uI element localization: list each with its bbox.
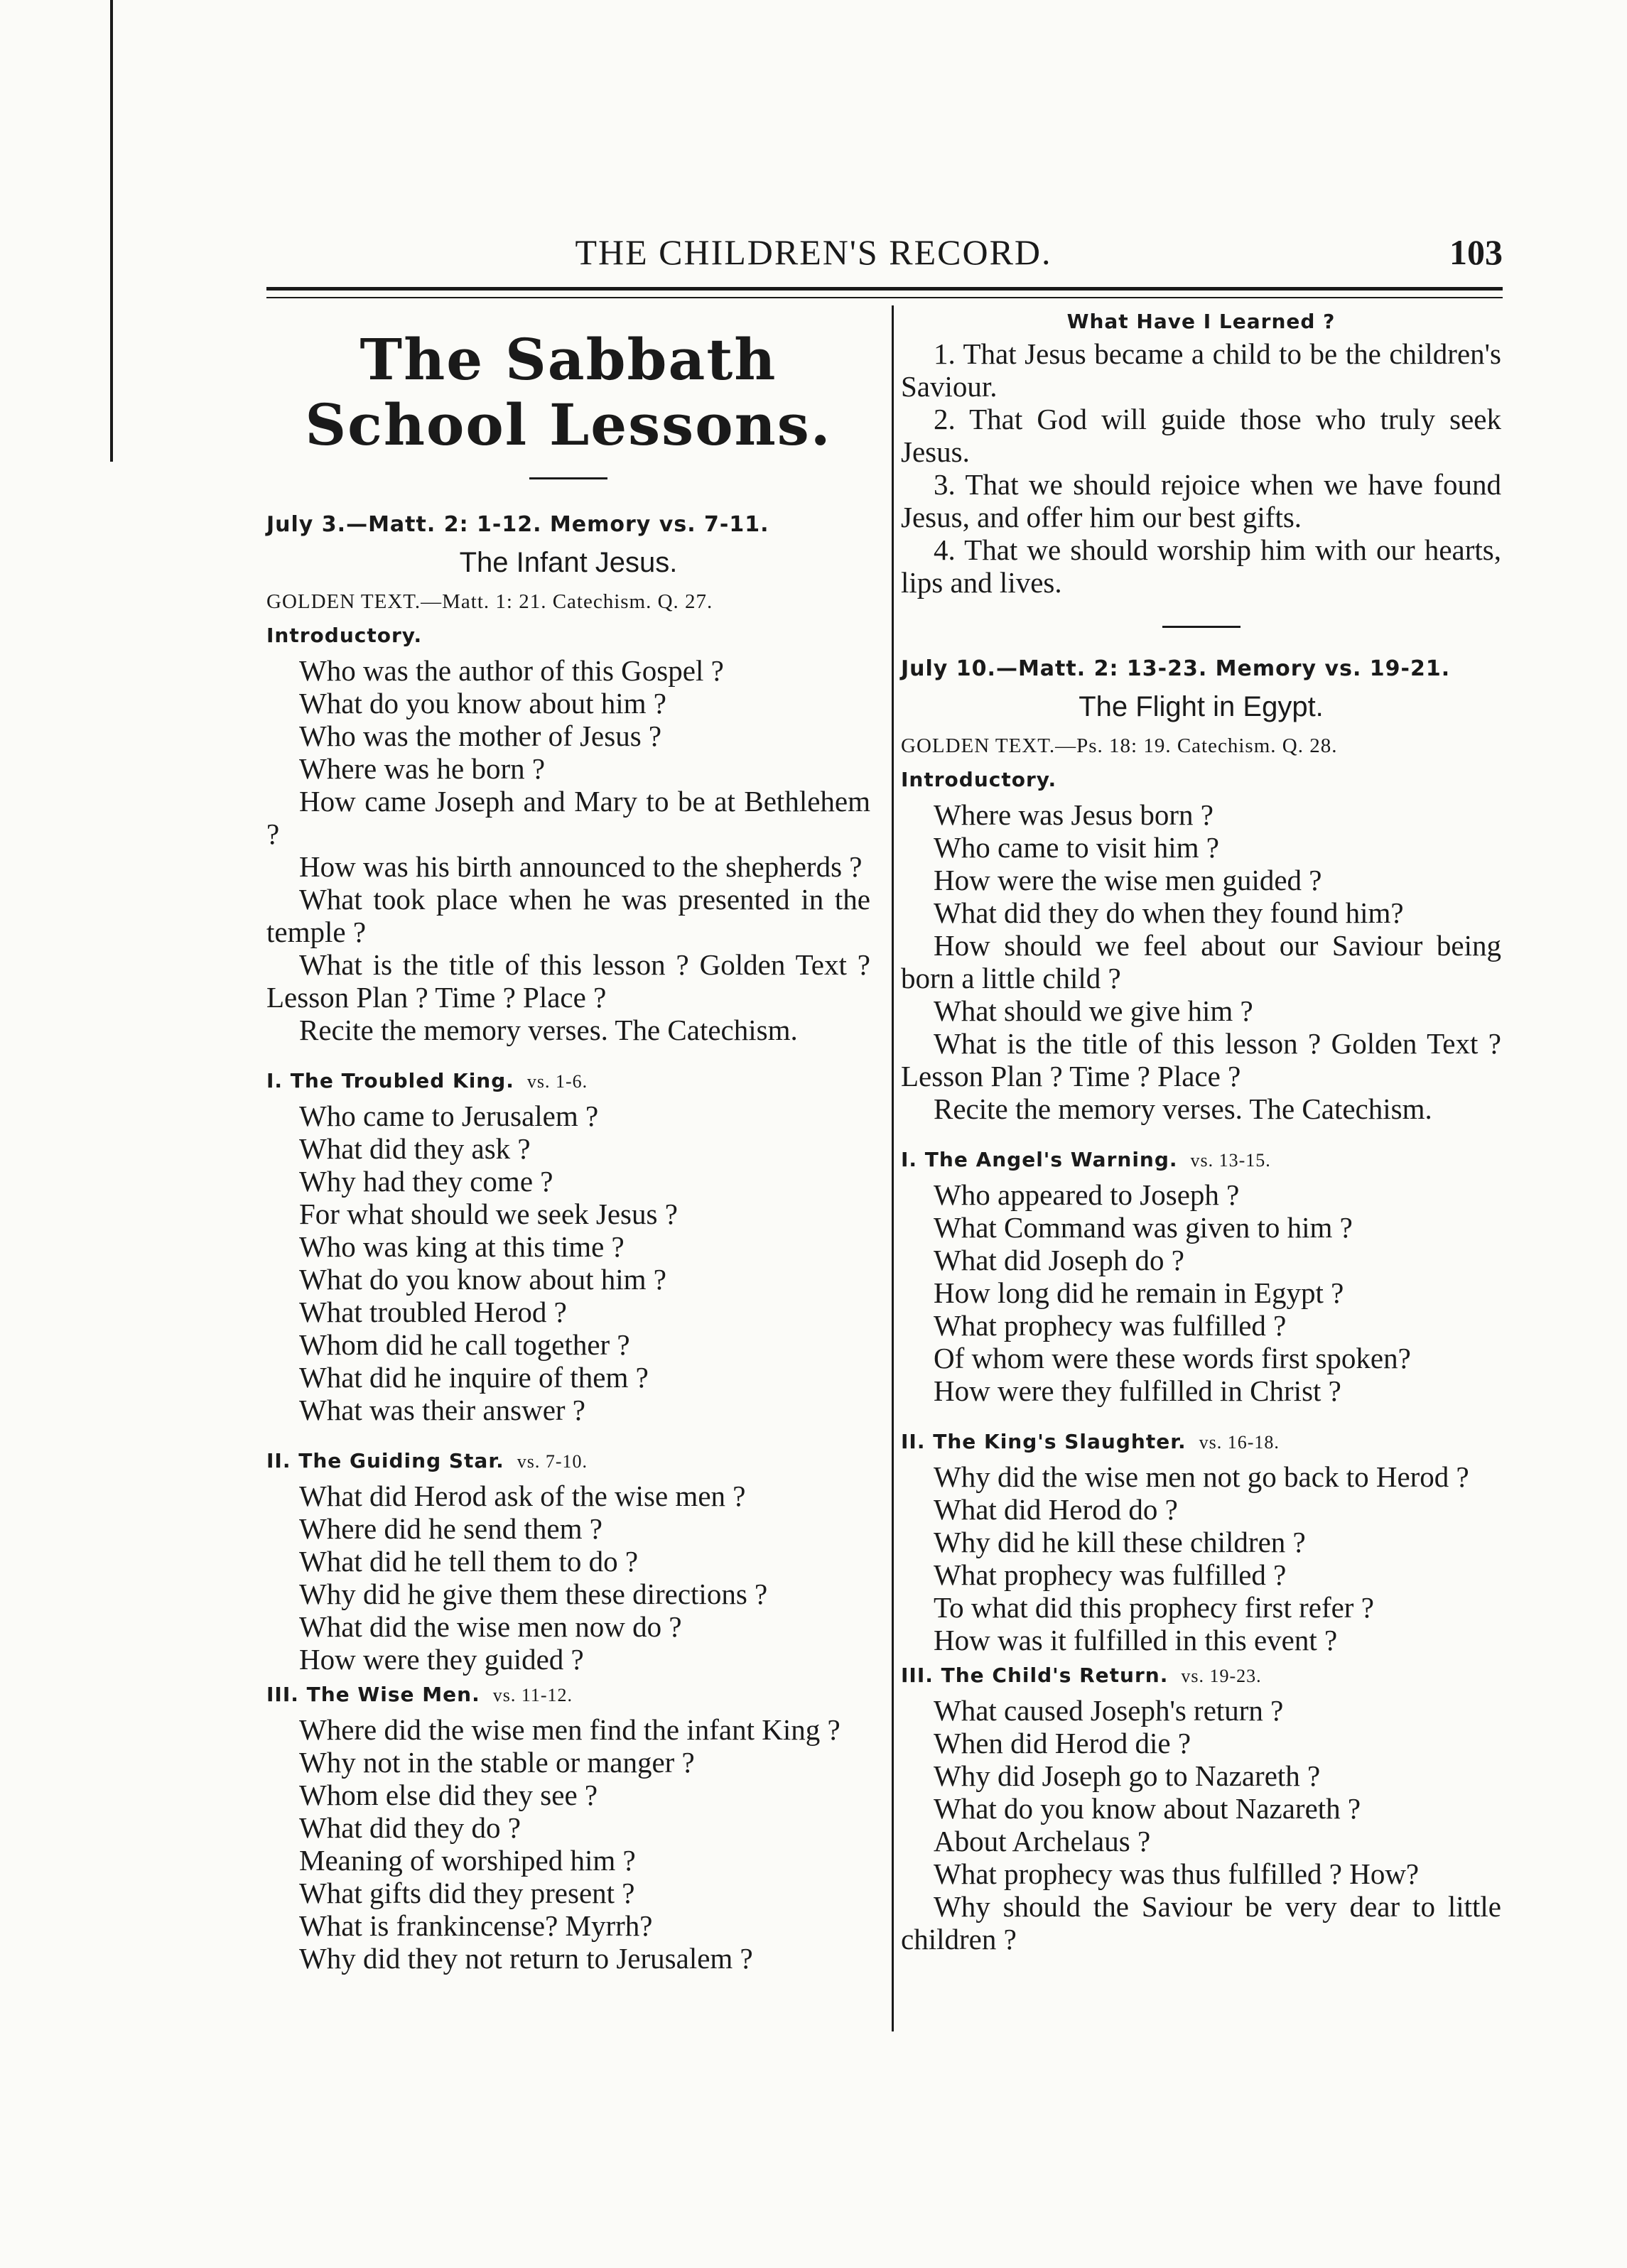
- part-title: II. The Guiding Star.: [266, 1449, 504, 1472]
- subheading-part-2: [901, 1430, 1501, 1453]
- lesson-title: The Infant Jesus.: [459, 547, 678, 578]
- question: Why did the wise men not go back to Herod ?: [934, 1460, 1469, 1493]
- right-column: [901, 305, 1501, 1955]
- question: How should we feel about our Saviour being born a little child ?: [901, 929, 1501, 994]
- question: What was their answer ?: [299, 1394, 585, 1426]
- verse-range: vs. 7-10.: [517, 1451, 588, 1472]
- question: What is frankincense? Myrrh?: [299, 1909, 653, 1942]
- question: What did Herod do ?: [934, 1493, 1178, 1526]
- section-divider: [529, 477, 607, 479]
- verse-range: vs. 19-23.: [1181, 1666, 1262, 1686]
- lesson-title: The Flight in Egypt.: [1079, 691, 1324, 722]
- question: What prophecy was fulfilled ?: [934, 1558, 1287, 1591]
- verse-range: vs. 16-18.: [1199, 1432, 1280, 1453]
- question: Why did they not return to Jerusalem ?: [299, 1942, 753, 1975]
- question: Who came to Jerusalem ?: [299, 1100, 599, 1132]
- question: What gifts did they present ?: [299, 1877, 635, 1909]
- question: Who was the author of this Gospel ?: [299, 654, 724, 687]
- question-list: [901, 1694, 1501, 1955]
- question: Where did he send them ?: [299, 1512, 602, 1545]
- question: Whom else did they see ?: [299, 1779, 598, 1811]
- header-rule-thin: [266, 297, 1503, 298]
- question: How was his birth announced to the shepherds ?: [299, 850, 863, 883]
- margin-line: [110, 0, 113, 462]
- question: What did they do ?: [299, 1811, 521, 1844]
- question: How long did he remain in Egypt ?: [934, 1276, 1344, 1309]
- part-title: III. The Child's Return.: [901, 1664, 1169, 1687]
- question: Why did he kill these children ?: [934, 1526, 1306, 1558]
- question: What did Joseph do ?: [934, 1244, 1184, 1276]
- question: What should we give him ?: [934, 994, 1253, 1027]
- question: How were they fulfilled in Christ ?: [934, 1374, 1341, 1407]
- question: What did they do when they found him?: [934, 896, 1404, 929]
- subheading-part-1: [901, 1148, 1501, 1171]
- question: To what did this prophecy first refer ?: [934, 1591, 1374, 1624]
- question: What caused Joseph's return ?: [934, 1694, 1284, 1727]
- lesson-reference: July 3.—Matt. 2: 1-12. Memory vs. 7-11.: [266, 512, 769, 537]
- part-title: I. The Troubled King.: [266, 1069, 514, 1092]
- question: Why did he give them these directions ?: [299, 1578, 768, 1610]
- question: How was it fulfilled in this event ?: [934, 1624, 1338, 1656]
- question: What is the title of this lesson ? Golden Text ? Lesson Plan ? Time ? Place ?: [266, 948, 870, 1014]
- question: What did they ask ?: [299, 1132, 531, 1165]
- part-title: II. The King's Slaughter.: [901, 1430, 1187, 1453]
- question: Where was he born ?: [299, 752, 546, 785]
- question: Of whom were these words first spoken?: [934, 1342, 1411, 1374]
- subheading-introductory: Introductory.: [901, 768, 1057, 791]
- verse-range: vs. 1-6.: [526, 1071, 588, 1092]
- question: Whom did he call together ?: [299, 1328, 630, 1361]
- question: When did Herod die ?: [934, 1727, 1191, 1759]
- question: Why not in the stable or manger ?: [299, 1746, 695, 1779]
- learned-item: 3. That we should rejoice when we have found Jesus, and offer him our best gifts.: [901, 468, 1501, 533]
- learned-item: 4. That we should worship him with our hearts, lips and lives.: [901, 533, 1501, 599]
- running-header: THE CHILDREN'S RECORD.: [575, 232, 1052, 272]
- question: For what should we seek Jesus ?: [299, 1198, 678, 1230]
- learned-item: 1. That Jesus became a child to be the children's Saviour.: [901, 337, 1501, 403]
- subheading-part-3: [901, 1664, 1501, 1687]
- question: What did he tell them to do ?: [299, 1545, 639, 1578]
- subheading-part-1: [266, 1069, 870, 1092]
- verse-range: vs. 13-15.: [1190, 1150, 1271, 1171]
- learned-heading: What Have I Learned ?: [1066, 310, 1336, 333]
- left-column: [266, 305, 870, 1975]
- question: Who came to visit him ?: [934, 831, 1219, 864]
- subheading-introductory: Introductory.: [266, 624, 423, 647]
- question-list: [901, 1460, 1501, 1656]
- part-title: I. The Angel's Warning.: [901, 1148, 1178, 1171]
- header-rule: [266, 287, 1503, 291]
- question-list: [266, 654, 870, 1046]
- question-list: [266, 1100, 870, 1426]
- question: Why had they come ?: [299, 1165, 553, 1198]
- question: What do you know about him ?: [299, 1263, 666, 1296]
- question: Why should the Saviour be very dear to little children ?: [901, 1890, 1501, 1955]
- question: Why did Joseph go to Nazareth ?: [934, 1759, 1321, 1792]
- part-title: III. The Wise Men.: [266, 1683, 480, 1706]
- question: Who was king at this time ?: [299, 1230, 625, 1263]
- question: What troubled Herod ?: [299, 1296, 567, 1328]
- question: Where did the wise men find the infant King ?: [299, 1713, 840, 1746]
- question: What prophecy was fulfilled ?: [934, 1309, 1287, 1342]
- question: What prophecy was thus fulfilled ? How?: [934, 1857, 1420, 1890]
- question: How came Joseph and Mary to be at Bethlehem ?: [266, 785, 870, 850]
- question: About Archelaus ?: [934, 1825, 1151, 1857]
- learned-item: 2. That God will guide those who truly seek Jesus.: [901, 403, 1501, 468]
- question: What do you know about him ?: [299, 687, 666, 720]
- golden-text: GOLDEN TEXT.—Matt. 1: 21. Catechism. Q. 27.: [266, 590, 713, 613]
- subheading-part-2: [266, 1449, 870, 1472]
- learned-list: [901, 337, 1501, 599]
- column-divider: [892, 305, 894, 2031]
- lesson-reference: July 10.—Matt. 2: 13-23. Memory vs. 19-21.: [901, 656, 1451, 681]
- question: Who was the mother of Jesus ?: [299, 720, 662, 752]
- question: What do you know about Nazareth ?: [934, 1792, 1361, 1825]
- question: Where was Jesus born ?: [934, 798, 1214, 831]
- question: What did the wise men now do ?: [299, 1610, 682, 1643]
- question: What took place when he was presented in the temple ?: [266, 883, 870, 948]
- section-title: The Sabbath School Lessons.: [305, 326, 832, 458]
- question-list: [901, 1178, 1501, 1407]
- question: Meaning of worshiped him ?: [299, 1844, 636, 1877]
- question-list: [901, 798, 1501, 1125]
- page-number: 103: [1449, 232, 1503, 272]
- lesson-divider: [1162, 626, 1240, 628]
- question: Recite the memory verses. The Catechism.: [299, 1014, 798, 1046]
- verse-range: vs. 11-12.: [492, 1685, 573, 1705]
- question: Who appeared to Joseph ?: [934, 1178, 1240, 1211]
- question: How were they guided ?: [299, 1643, 584, 1676]
- question: What is the title of this lesson ? Golden Text ? Lesson Plan ? Time ? Place ?: [901, 1027, 1501, 1092]
- question: What did Herod ask of the wise men ?: [299, 1480, 746, 1512]
- question: Recite the memory verses. The Catechism.: [934, 1092, 1432, 1125]
- golden-text: GOLDEN TEXT.—Ps. 18: 19. Catechism. Q. 28.: [901, 734, 1338, 757]
- subheading-part-3: [266, 1683, 870, 1706]
- question-list: [266, 1713, 870, 1975]
- question: What did he inquire of them ?: [299, 1361, 649, 1394]
- question-list: [266, 1480, 870, 1676]
- question: What Command was given to him ?: [934, 1211, 1353, 1244]
- question: How were the wise men guided ?: [934, 864, 1322, 896]
